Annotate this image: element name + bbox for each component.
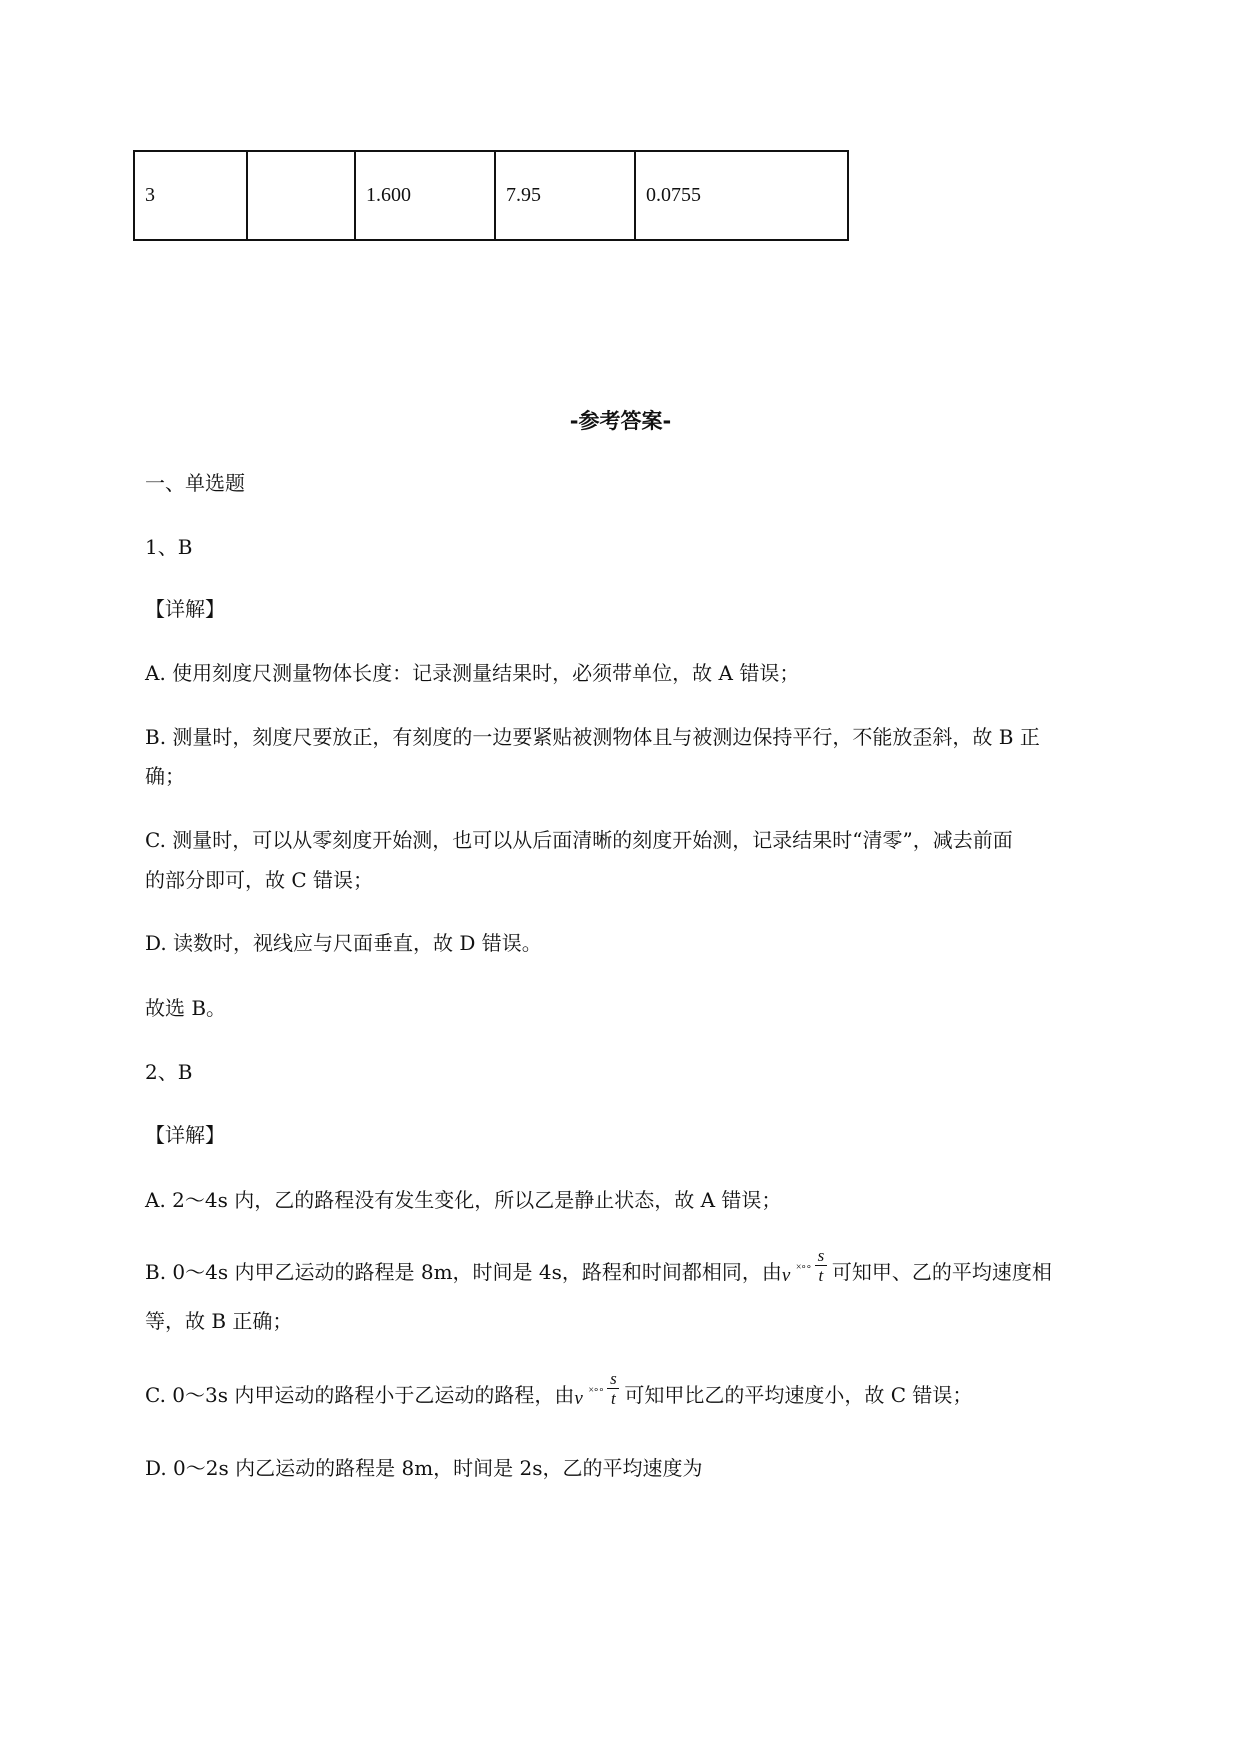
formula-numerator: s bbox=[817, 1245, 825, 1265]
q2-option-c-text-post: 可知甲比乙的平均速度小，故 C 错误； bbox=[624, 1383, 973, 1407]
velocity-formula bbox=[574, 1368, 624, 1412]
q2-option-c-text-pre: C. 0～3s 内甲运动的路程小于乙运动的路程，由 bbox=[145, 1383, 575, 1407]
velocity-formula bbox=[781, 1245, 832, 1289]
q2-option-b-line2: 等，故 B 正确； bbox=[145, 1309, 293, 1333]
q2-option-b-text-post: 可知甲、乙的平均速度相 bbox=[831, 1260, 1052, 1284]
table-cell: 0.0755 bbox=[635, 151, 848, 240]
formula-v: v bbox=[781, 1264, 791, 1286]
q2-option-b-line1 bbox=[145, 1245, 1155, 1289]
formula-fraction bbox=[606, 1370, 620, 1409]
formula-equals-glyph: ×∘∘ bbox=[795, 1261, 812, 1273]
formula-equals-glyph: ×∘∘ bbox=[588, 1384, 604, 1396]
q2-detail-label: 【详解】 bbox=[145, 1123, 225, 1147]
q1-option-c-line2: 的部分即可，故 C 错误； bbox=[145, 868, 374, 892]
formula-v: v bbox=[574, 1387, 583, 1409]
table-cell: 1.600 bbox=[355, 151, 495, 240]
q2-option-c bbox=[145, 1368, 1155, 1412]
table-cell: 7.95 bbox=[495, 151, 635, 240]
q1-option-b-line2: 确； bbox=[145, 764, 185, 788]
q1-option-c-line1: C. 测量时，可以从零刻度开始测，也可以从后面清晰的刻度开始测，记录结果时“清零”，减去前面 bbox=[145, 828, 1013, 852]
q1-detail-label: 【详解】 bbox=[145, 597, 225, 621]
q2-option-b-text-pre: B. 0～4s 内甲乙运动的路程是 8m，时间是 4s，路程和时间都相同，由 bbox=[145, 1260, 782, 1284]
q1-option-d: D. 读数时，视线应与尺面垂直，故 D 错误。 bbox=[145, 931, 542, 955]
formula-numerator: s bbox=[610, 1368, 617, 1388]
formula-denominator: t bbox=[611, 1388, 616, 1408]
formula-denominator: t bbox=[818, 1265, 824, 1285]
answer-key-title: -参考答案- bbox=[569, 409, 672, 433]
q2-answer: 2、B bbox=[145, 1060, 193, 1084]
q1-option-a: A. 使用刻度尺测量物体长度：记录测量结果时，必须带单位，故 A 错误； bbox=[145, 661, 800, 685]
table-row bbox=[134, 151, 848, 240]
formula-fraction bbox=[814, 1247, 828, 1286]
data-table-fragment bbox=[133, 150, 849, 241]
q1-option-b-line1: B. 测量时，刻度尺要放正，有刻度的一边要紧贴被测物体且与被测边保持平行，不能放歪斜，故 B 正 bbox=[145, 725, 1040, 749]
q2-option-d: D. 0～2s 内乙运动的路程是 8m，时间是 2s，乙的平均速度为 bbox=[145, 1456, 703, 1480]
table-cell bbox=[247, 151, 355, 240]
section-heading: 一、单选题 bbox=[145, 471, 245, 495]
q2-option-a: A. 2～4s 内，乙的路程没有发生变化，所以乙是静止状态，故 A 错误； bbox=[145, 1188, 782, 1212]
q1-conclusion: 故选 B。 bbox=[145, 996, 227, 1020]
table-cell: 3 bbox=[134, 151, 247, 240]
q1-answer: 1、B bbox=[145, 535, 193, 559]
